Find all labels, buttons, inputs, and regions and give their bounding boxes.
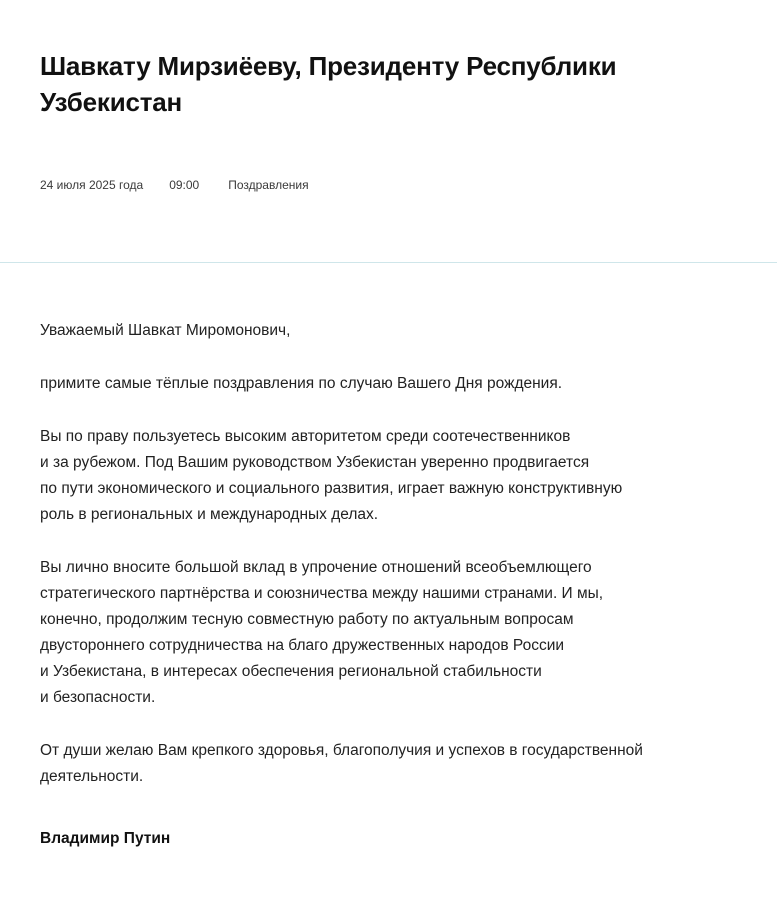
body-paragraph: Вы лично вносите большой вклад в упрочение отношений всеобъемлющего стратегического партнёрства и союзничества между нашими странами. И мы, конечно, продолжим тесную совместную работу по актуальным вопросам двустороннего сотрудничества на благо дружественных народов России и Узбекистана, в интересах обеспечения региональной стабильности и безопасности.: [40, 559, 604, 706]
publication-date: 24 июля 2025 года: [40, 178, 144, 192]
document-meta: [40, 177, 737, 193]
page-title: Шавкату Мирзиёеву, Президенту Республики Узбекистан: [40, 51, 617, 117]
header-divider: [0, 262, 777, 263]
salutation-paragraph: Уважаемый Шавкат Миромонович,: [40, 322, 291, 339]
document-body: [40, 318, 740, 790]
signature: Владимир Путин: [40, 830, 171, 847]
publication-time: 09:00: [169, 178, 200, 192]
body-paragraph: примите самые тёплые поздравления по случаю Вашего Дня рождения.: [40, 375, 563, 392]
category-link[interactable]: Поздравления: [228, 178, 309, 192]
closing-paragraph: От души желаю Вам крепкого здоровья, благополучия и успехов в государственной деятельности.: [40, 742, 643, 785]
document-header: [0, 0, 777, 214]
body-paragraph: Вы по праву пользуетесь высоким авторитетом среди соотечественников и за рубежом. Под Вашим руководством Узбекистан уверенно продвигается по пути экономического и социального развития, играет важную конструктивную роль в региональных и международных делах.: [40, 428, 623, 523]
